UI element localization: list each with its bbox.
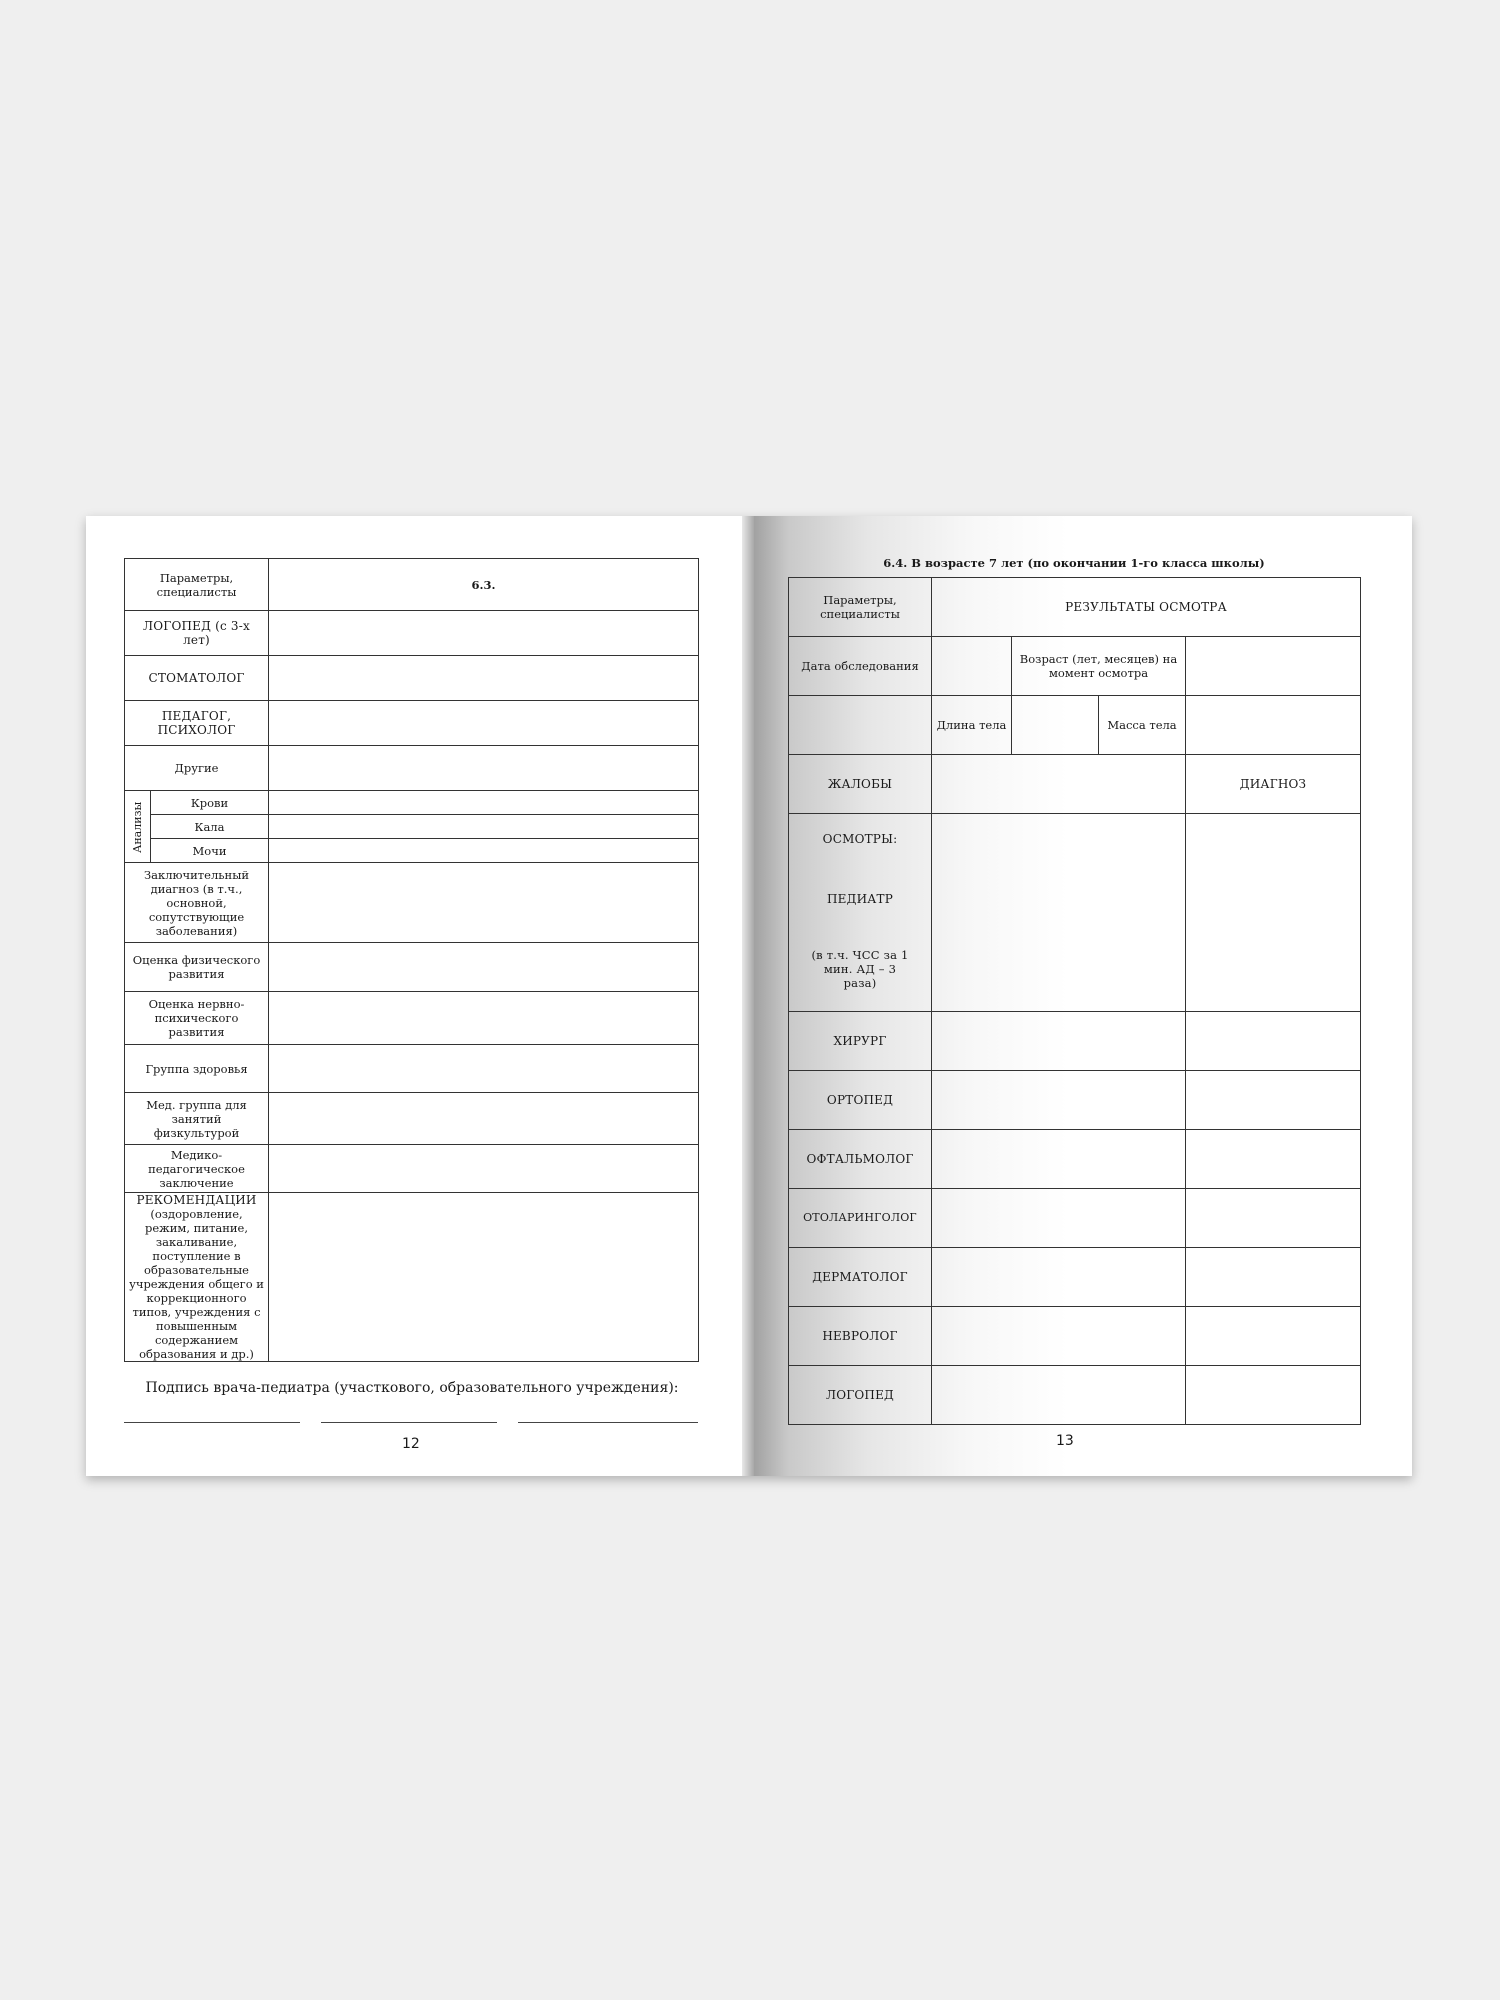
row-value-krovi[interactable]: [269, 791, 699, 815]
specialist-diagnosis-ortoped[interactable]: [1186, 1071, 1361, 1130]
right-page: [748, 516, 1412, 1476]
specialist-results-nevrolog[interactable]: [932, 1307, 1186, 1366]
row-value-zakl[interactable]: [269, 1145, 699, 1193]
pediatr-diagnosis[interactable]: [1186, 814, 1361, 1012]
specialist-label-nevrolog: НЕВРОЛОГ: [789, 1307, 932, 1366]
pediatr-note: (в т.ч. ЧСС за 1 мин. АД – 3 раза): [811, 948, 909, 990]
signature-line-1[interactable]: [124, 1422, 300, 1423]
date-value[interactable]: [932, 637, 1012, 696]
row-label-gruppa: Группа здоровья: [125, 1045, 269, 1093]
row-label-logoped: ЛОГОПЕД (с 3-х лет): [125, 611, 269, 656]
header-params-label-right: Параметры, специалисты: [789, 578, 932, 637]
specialist-diagnosis-nevrolog[interactable]: [1186, 1307, 1361, 1366]
row-label-recommendations: [125, 1193, 269, 1362]
mass-value[interactable]: [1186, 696, 1361, 755]
length-label: Длина тела: [932, 696, 1012, 755]
row-label-medgruppa: Мед. группа для занятий физкультурой: [125, 1093, 269, 1145]
length-value[interactable]: [1012, 696, 1099, 755]
row-value-stomatolog[interactable]: [269, 656, 699, 701]
row-value-mochi[interactable]: [269, 839, 699, 863]
specialist-results-logoped[interactable]: [932, 1366, 1186, 1425]
page-number-left: 12: [402, 1436, 420, 1452]
row-label-krovi: Крови: [151, 791, 269, 815]
specialist-results-oftalmolog[interactable]: [932, 1130, 1186, 1189]
section-number: 6.3.: [269, 559, 699, 611]
row-label-nervno: Оценка нервно-психического развития: [125, 992, 269, 1045]
pediatr-label: ПЕДИАТР: [826, 892, 893, 906]
specialist-results-otolaringolog[interactable]: [932, 1189, 1186, 1248]
row-label-diagnoz: Заключительный диагноз (в т.ч., основной, сопутствующие заболевания): [125, 863, 269, 943]
specialist-label-logoped: ЛОГОПЕД: [789, 1366, 932, 1425]
complaints-label: ЖАЛОБЫ: [789, 755, 932, 814]
results-header: РЕЗУЛЬТАТЫ ОСМОТРА: [932, 578, 1361, 637]
specialist-label-ortoped: ОРТОПЕД: [789, 1071, 932, 1130]
specialist-label-khirurg: ХИРУРГ: [789, 1012, 932, 1071]
specialist-label-oftalmolog: ОФТАЛЬМОЛОГ: [789, 1130, 932, 1189]
row-label-zakl: Медико-педагогическое заключение: [125, 1145, 269, 1193]
pediatr-results[interactable]: [932, 814, 1186, 1012]
signature-line-3[interactable]: [518, 1422, 698, 1423]
specialist-results-khirurg[interactable]: [932, 1012, 1186, 1071]
specialist-label-otolaringolog: ОТОЛАРИНГОЛОГ: [789, 1189, 932, 1248]
recommendations-title: РЕКОМЕНДАЦИИ: [136, 1193, 257, 1207]
open-booklet: [86, 516, 1412, 1476]
analyses-group-label: Анализы: [125, 791, 151, 863]
mass-label: Масса тела: [1099, 696, 1186, 755]
signature-caption: Подпись врача-педиатра (участкового, образовательного учреждения):: [145, 1380, 679, 1396]
diagnosis-header: ДИАГНОЗ: [1186, 755, 1361, 814]
specialist-diagnosis-khirurg[interactable]: [1186, 1012, 1361, 1071]
specialist-diagnosis-dermatolog[interactable]: [1186, 1248, 1361, 1307]
row-value-recommendations[interactable]: [269, 1193, 699, 1362]
recommendations-body: (оздоровление, режим, питание, закаливание, поступление в образовательные учреждения общего и коррекционного типов, учреждения с повышенным содержанием образования и др.): [129, 1207, 264, 1361]
row-value-gruppa[interactable]: [269, 1045, 699, 1093]
right-form-table: [788, 577, 1361, 1425]
specialist-diagnosis-oftalmolog[interactable]: [1186, 1130, 1361, 1189]
right-page-title: 6.4. В возрасте 7 лет (по окончании 1-го класса школы): [883, 556, 1265, 570]
row-label-kala: Кала: [151, 815, 269, 839]
specialist-diagnosis-logoped[interactable]: [1186, 1366, 1361, 1425]
osmotry-label: ОСМОТРЫ:: [822, 832, 898, 846]
row-value-kala[interactable]: [269, 815, 699, 839]
row-label-stomatolog: СТОМАТОЛОГ: [125, 656, 269, 701]
pediatr-label-cell: [789, 814, 932, 1012]
book-gutter: [742, 516, 754, 1476]
row-label-fiz: Оценка физического развития: [125, 943, 269, 992]
signature-line-2[interactable]: [321, 1422, 497, 1423]
age-value[interactable]: [1186, 637, 1361, 696]
row-value-pedagog[interactable]: [269, 701, 699, 746]
specialist-diagnosis-otolaringolog[interactable]: [1186, 1189, 1361, 1248]
row-value-diagnoz[interactable]: [269, 863, 699, 943]
header-params-label: Параметры, специалисты: [125, 559, 269, 611]
row-label-drugie: Другие: [125, 746, 269, 791]
row-value-fiz[interactable]: [269, 943, 699, 992]
row-value-nervno[interactable]: [269, 992, 699, 1045]
complaints-value[interactable]: [932, 755, 1186, 814]
page-number-right: 13: [1056, 1433, 1074, 1449]
row-value-logoped[interactable]: [269, 611, 699, 656]
left-form-table: [124, 558, 699, 1362]
specialist-label-dermatolog: ДЕРМАТОЛОГ: [789, 1248, 932, 1307]
row-value-drugie[interactable]: [269, 746, 699, 791]
specialist-results-dermatolog[interactable]: [932, 1248, 1186, 1307]
specialist-results-ortoped[interactable]: [932, 1071, 1186, 1130]
date-label: Дата обследования: [789, 637, 932, 696]
row-value-medgruppa[interactable]: [269, 1093, 699, 1145]
row-label-mochi: Мочи: [151, 839, 269, 863]
left-page: [86, 516, 748, 1476]
row-label-pedagog: ПЕДАГОГ, ПСИХОЛОГ: [125, 701, 269, 746]
age-label: Возраст (лет, месяцев) на момент осмотра: [1012, 637, 1186, 696]
blank-label-cell: [789, 696, 932, 755]
